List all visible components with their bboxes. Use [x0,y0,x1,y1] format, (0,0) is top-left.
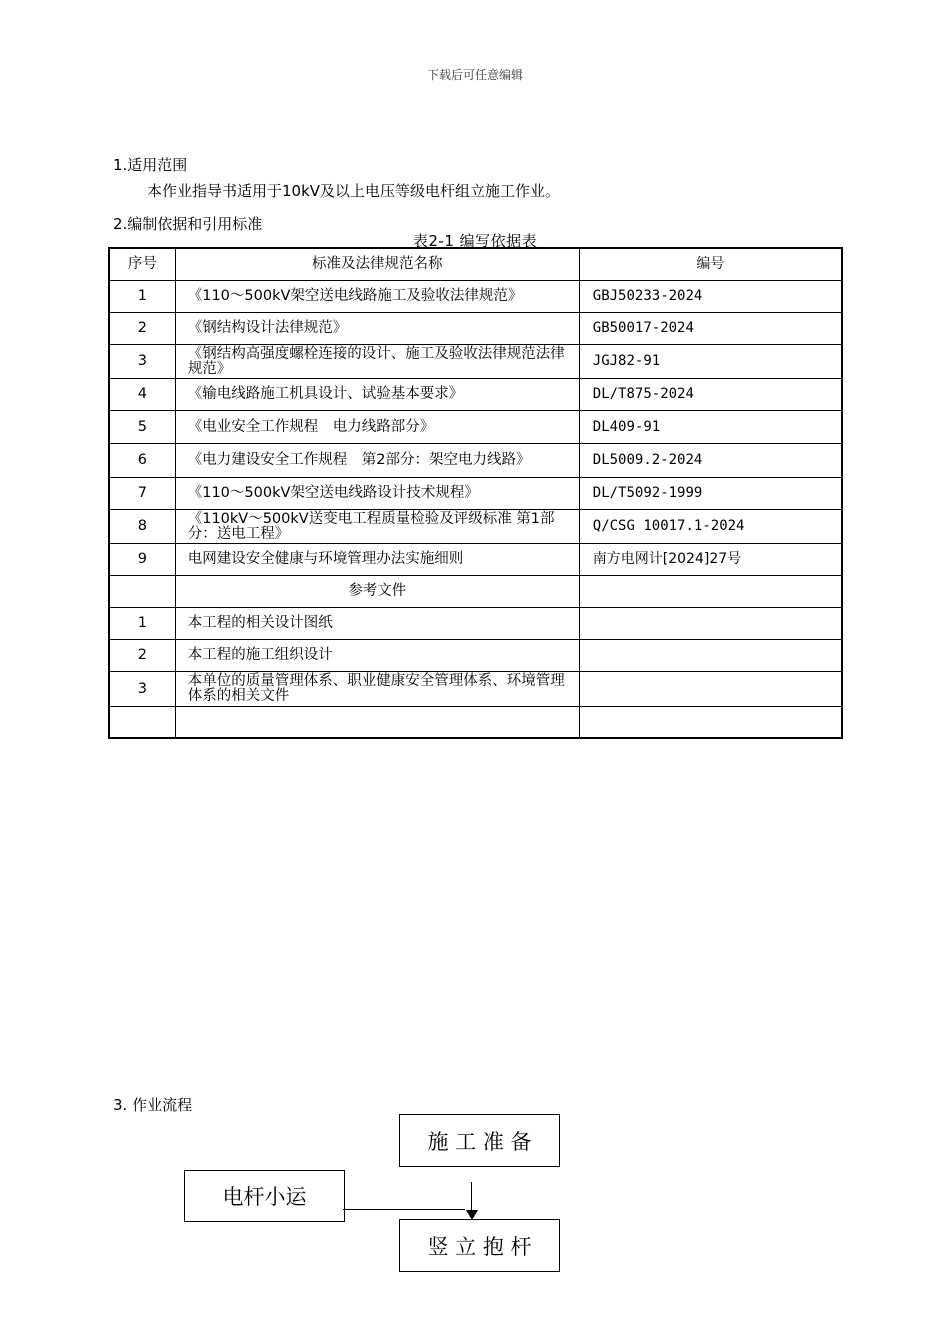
row-name [175,707,579,738]
row-code: 南方电网计[2024]27号 [579,544,842,576]
section2-heading: 2.编制依据和引用标准 [113,215,263,233]
standards-table [108,247,843,739]
table-row [109,281,842,313]
row-name: 《110～500kV架空送电线路设计技术规程》 [175,478,579,510]
table-row [109,411,842,444]
table-header-row [109,248,842,281]
row-code: DL5009.2-2024 [579,444,842,478]
row-no: 7 [109,478,175,510]
col-header-no: 序号 [109,248,175,281]
row-code: JGJ82-91 [579,345,842,379]
row-code [579,608,842,640]
section3-heading: 3. 作业流程 [113,1096,193,1114]
row-no: 8 [109,510,175,544]
arrow-down-icon [464,1202,480,1222]
row-name: 《110～500kV架空送电线路施工及验收法律规范》 [175,281,579,313]
table-row [109,640,842,672]
row-name: 《钢结构高强度螺栓连接的设计、施工及验收法律规范法律规范》 [175,345,579,379]
section1-body: 本作业指导书适用于10kV及以上电压等级电杆组立施工作业。 [147,182,561,200]
row-no: 5 [109,411,175,444]
row-name: 本工程的施工组织设计 [175,640,579,672]
flow-box-preparation: 施 工 准 备 [399,1114,560,1167]
row-code: DL409-91 [579,411,842,444]
table-row [109,544,842,576]
table-row [109,608,842,640]
row-no: 4 [109,379,175,411]
section1-heading: 1.适用范围 [113,156,188,174]
row-name: 电网建设安全健康与环境管理办法实施细则 [175,544,579,576]
row-no: 2 [109,313,175,345]
table-row [109,379,842,411]
flow-box-erect-gin-pole: 竖 立 抱 杆 [399,1219,560,1272]
table-row [109,510,842,544]
col-header-name: 标准及法律规范名称 [175,248,579,281]
row-code: DL/T875-2024 [579,379,842,411]
row-name: 《110kV～500kV送变电工程质量检验及评级标准 第1部分：送电工程》 [175,510,579,544]
row-name: 《钢结构设计法律规范》 [175,313,579,345]
row-no: 3 [109,345,175,379]
row-code [579,640,842,672]
row-no: 6 [109,444,175,478]
table-row [109,345,842,379]
row-code: DL/T5092-1999 [579,478,842,510]
row-no: 3 [109,672,175,707]
row-no: 2 [109,640,175,672]
table-row [109,313,842,345]
row-name: 本单位的质量管理体系、职业健康安全管理体系、环境管理体系的相关文件 [175,672,579,707]
row-name: 《电力建设安全工作规程 第2部分：架空电力线路》 [175,444,579,478]
row-name: 本工程的相关设计图纸 [175,608,579,640]
row-code: GBJ50233-2024 [579,281,842,313]
row-name: 《输电线路施工机具设计、试验基本要求》 [175,379,579,411]
reference-header: 参考文件 [175,576,579,608]
row-code: GB50017-2024 [579,313,842,345]
row-code: Q/CSG 10017.1-2024 [579,510,842,544]
table-row [109,672,842,707]
flow-box-pole-transport: 电杆小运 [184,1170,345,1222]
flow-connector-horizontal [343,1209,465,1210]
row-no: 9 [109,544,175,576]
table-row [109,444,842,478]
row-no [109,707,175,738]
table-row [109,478,842,510]
row-code [579,707,842,738]
col-header-code: 编号 [579,248,842,281]
row-no: 1 [109,281,175,313]
table-row [109,707,842,738]
table-caption: 表2-1 编写依据表 [412,232,538,250]
row-code [579,672,842,707]
page-header-note: 下载后可任意编辑 [426,68,523,82]
row-no: 1 [109,608,175,640]
reference-header-row [109,576,842,608]
row-name: 《电业安全工作规程 电力线路部分》 [175,411,579,444]
